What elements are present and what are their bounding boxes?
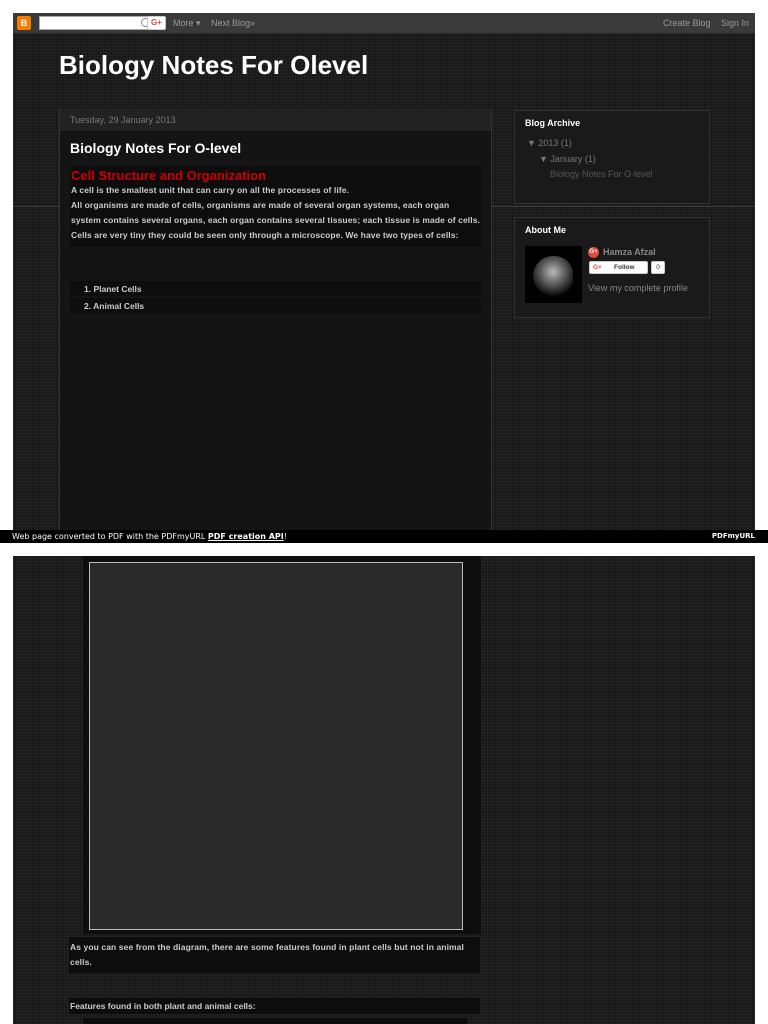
post-body [70, 166, 481, 247]
view-profile-link[interactable]: View my complete profile [588, 283, 688, 293]
cell-diagram-frame [83, 556, 481, 934]
archive-post-link[interactable]: Biology Notes For O-level [550, 169, 653, 179]
cell-diagram-image[interactable] [89, 562, 463, 930]
gplus-icon: G+ [588, 247, 599, 258]
widget-title: About Me [525, 225, 566, 235]
features-heading: Features found in both plant and animal cells: [69, 998, 480, 1014]
cell-types-list [70, 281, 481, 315]
sidebar-column [492, 556, 755, 1024]
pdf-page-1 [13, 13, 755, 530]
about-me-widget [514, 217, 710, 318]
pdf-footer-text: Web page converted to PDF with the PDFmyURL [12, 532, 208, 541]
follower-count: 0 [651, 261, 665, 274]
pdf-page-2 [13, 556, 755, 1024]
post-paragraph: All organisms are made of cells, organisms are made of several organ systems, each organ system contains several organs, each organ contains several tissues; each tissue is made of cells. Cells are very tiny they could be seen only through a microscope. We have two types of cells: [71, 200, 481, 240]
archive-month-toggle[interactable]: ▼ January (1) [539, 154, 596, 164]
blogger-logo-icon[interactable]: B [17, 16, 31, 30]
create-blog-link[interactable]: Create Blog [663, 18, 711, 28]
post-date: Tuesday, 29 January 2013 [60, 110, 491, 131]
pdfmyurl-logo[interactable]: PDFmyURL [711, 532, 755, 540]
features-table [83, 1018, 467, 1024]
pdf-footer-suffix: ! [283, 532, 287, 541]
list-item: 1. Planet Cells [70, 281, 481, 296]
profile-avatar[interactable] [525, 246, 582, 303]
follow-button[interactable] [589, 261, 648, 274]
more-menu[interactable]: More ▾ [173, 18, 201, 28]
post-title[interactable]: Biology Notes For O-level [70, 140, 242, 156]
blog-archive-widget [514, 110, 710, 204]
post-body [69, 937, 480, 973]
pdf-footer-bar [0, 530, 768, 543]
next-blog-link[interactable]: Next Blog» [211, 18, 256, 28]
main-column [69, 556, 492, 1024]
blogger-navbar [13, 13, 755, 34]
pdf-creation-api-link[interactable]: PDF creation API [207, 532, 284, 541]
lion-image [533, 256, 573, 296]
follow-label: Follow [614, 264, 635, 271]
post-paragraph: A cell is the smallest unit that can carry on all the processes of life. [71, 185, 350, 195]
list-item: 2. Animal Cells [70, 298, 481, 313]
gplus-icon: G+ [593, 264, 602, 271]
post-heading: Cell Structure and Organization [71, 168, 267, 183]
diagram-caption: As you can see from the diagram, there are some features found in plant cells but not in animal cells. [70, 942, 464, 967]
main-column [59, 110, 492, 530]
archive-year-toggle[interactable]: ▼ 2013 (1) [527, 138, 572, 148]
sign-in-link[interactable]: Sign In [721, 18, 750, 28]
profile-name[interactable]: Hamza Afzal [603, 247, 656, 257]
blog-title[interactable]: Biology Notes For Olevel [59, 50, 369, 80]
widget-title: Blog Archive [525, 118, 581, 128]
navbar-search-input[interactable] [39, 16, 154, 30]
gplus-share-button[interactable]: G+ [147, 16, 166, 30]
